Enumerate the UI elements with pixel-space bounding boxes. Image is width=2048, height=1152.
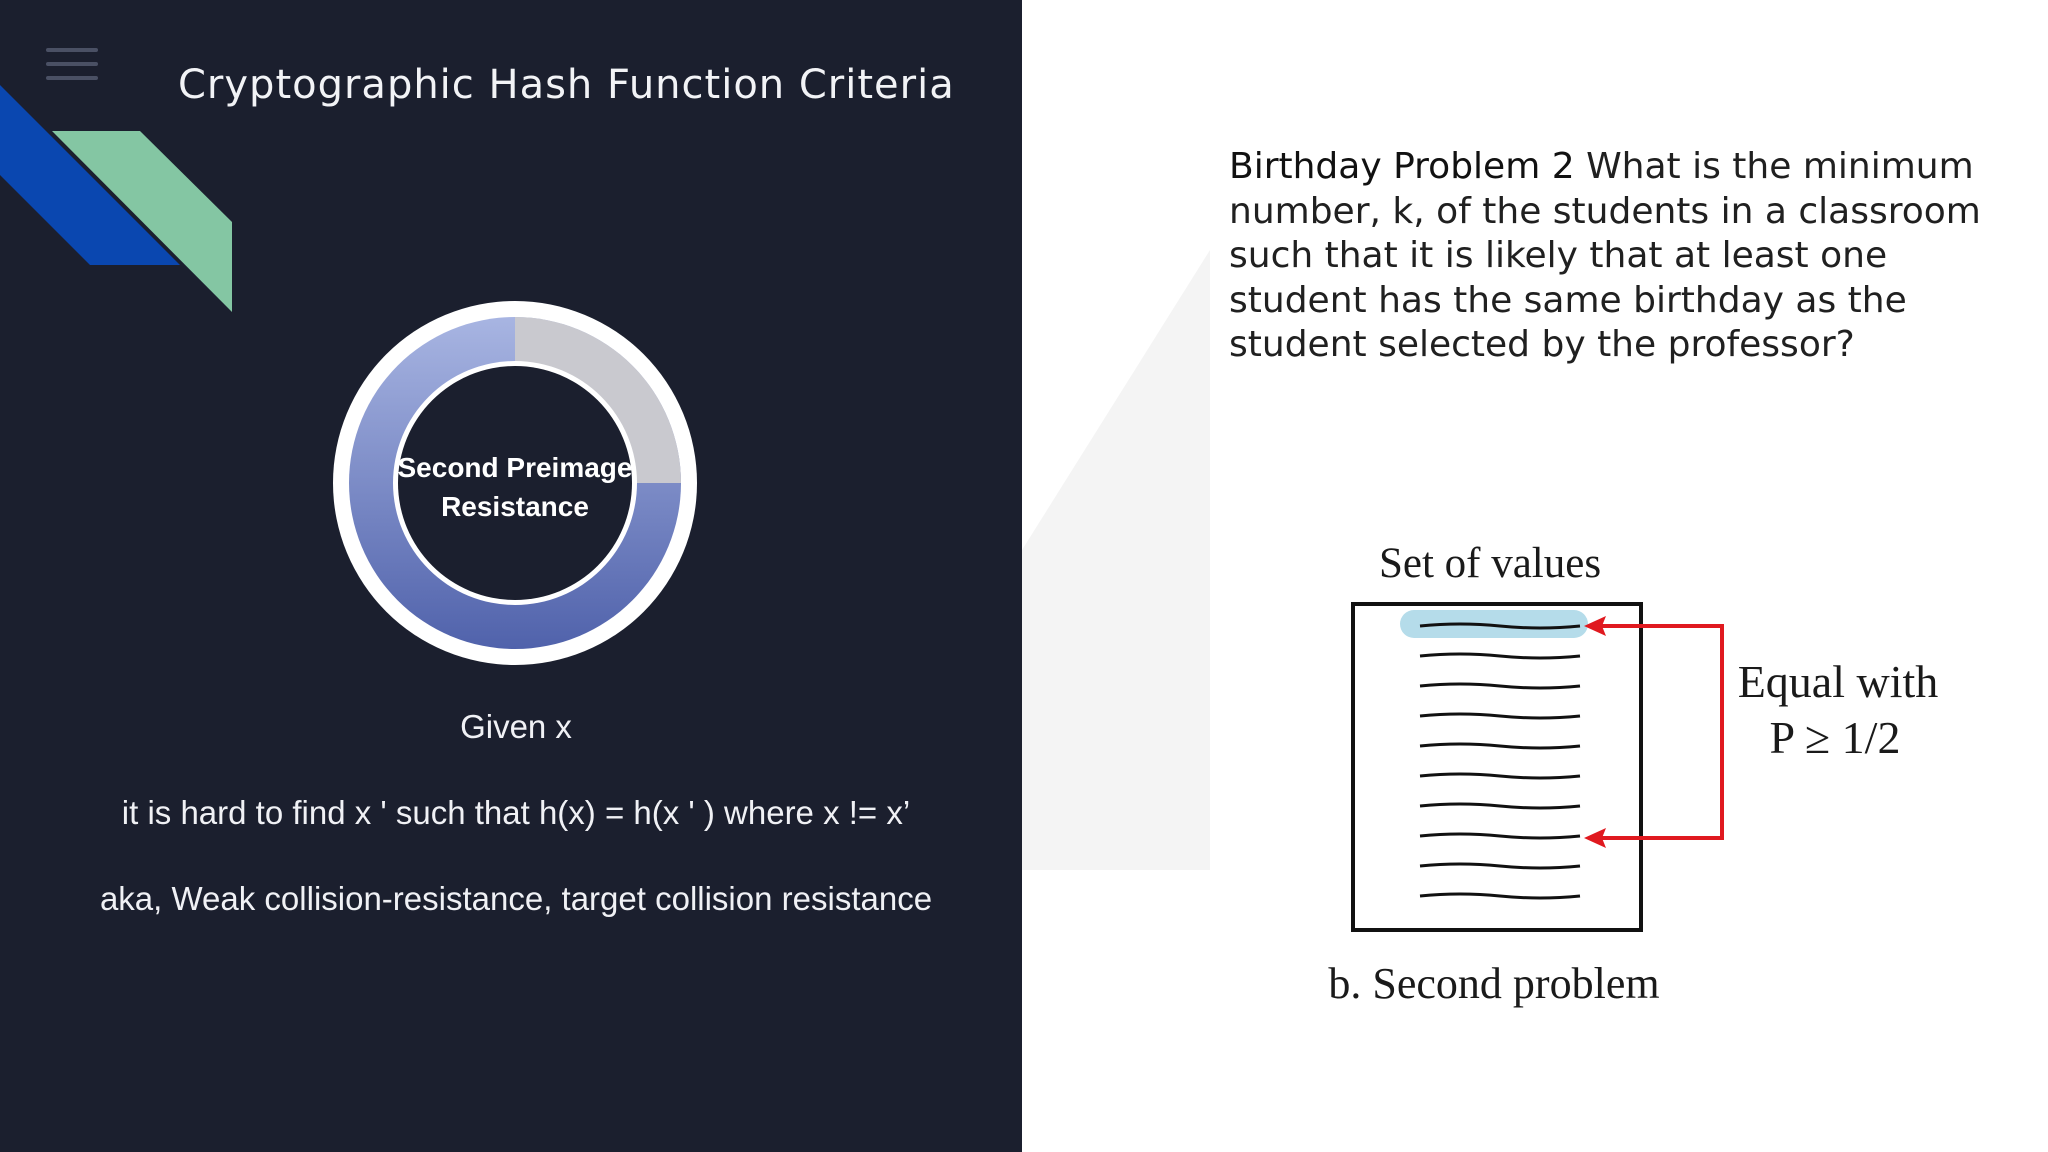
donut-label-line1: Second Preimage	[397, 452, 633, 483]
aka-text: aka, Weak collision-resistance, target collision resistance	[99, 880, 933, 917]
probability-label: P ≥ 1/2	[1769, 712, 1901, 763]
problem-heading: Birthday Problem 2	[1229, 146, 1575, 187]
set-of-values-label: Set of values	[1378, 540, 1602, 587]
background-ghost-shape	[1022, 250, 1210, 870]
figure-caption: b. Second problem	[1328, 959, 1660, 1008]
values-box	[1353, 604, 1641, 930]
given-text: Given x	[460, 708, 572, 745]
problem-question: What is the minimum number, k, of the students in a classroom such that it is likely that at least one student has the same birthday as the student selected by the professor?	[1229, 146, 1981, 365]
second-problem-figure	[1280, 540, 1980, 1020]
slide-title: Cryptographic Hash Function Criteria	[178, 62, 955, 108]
decorative-stripes	[0, 0, 260, 330]
hamburger-menu-icon[interactable]	[46, 48, 98, 84]
statement-text: it is hard to find x ' such that h(x) = h(x ' ) where x != x’	[121, 794, 911, 831]
donut-label-line2: Resistance	[441, 491, 589, 522]
donut-label	[395, 448, 635, 526]
equal-with-label: Equal with	[1737, 656, 1939, 707]
problem-text	[1229, 145, 2019, 368]
slide-panel	[0, 0, 1022, 1152]
